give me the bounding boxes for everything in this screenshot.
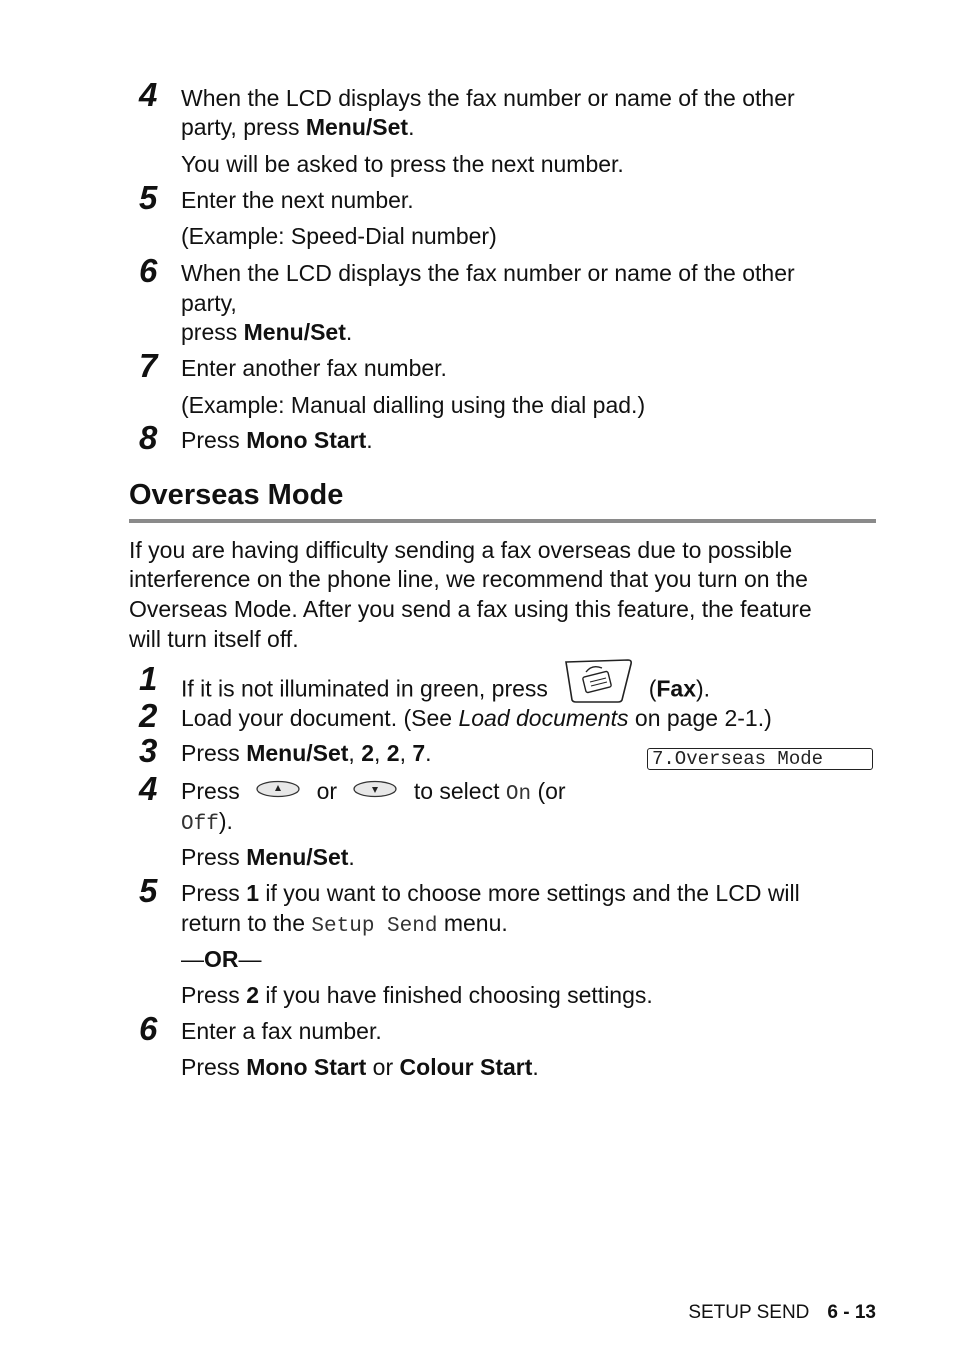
step-text: Press Menu/Set, 2, 2, 7. [181, 740, 432, 766]
step-text: Enter the next number. [181, 187, 414, 213]
step-text: return to the Setup Send menu. [181, 910, 508, 938]
intro-line: will turn itself off. [129, 626, 299, 652]
step-text: party, press Menu/Set. [181, 114, 415, 140]
step-text: Load your document. (See Load documents on page 2-1.) [181, 705, 772, 731]
step-text: party, [181, 290, 237, 316]
step-number: 3 [139, 732, 158, 769]
intro-line: Overseas Mode. After you send a fax using this feature, the feature [129, 596, 812, 622]
step-text: Press Menu/Set. [181, 844, 355, 870]
page-footer [688, 1303, 876, 1322]
step-number: 4 [139, 770, 158, 807]
step-number: 2 [139, 697, 158, 734]
up-arrow-key-icon [256, 779, 300, 802]
intro-line: If you are having difficulty sending a fax overseas due to possible [129, 537, 793, 563]
step-text: Press 2 if you have finished choosing settings. [181, 982, 653, 1008]
step-number: 7 [139, 347, 158, 384]
step-number: 4 [139, 76, 158, 113]
down-arrow-key-icon [353, 779, 397, 802]
step-text: Press Mono Start or Colour Start. [181, 1054, 539, 1080]
step-text: Enter another fax number. [181, 355, 447, 381]
step-number: 5 [139, 872, 158, 909]
step-number: 1 [139, 660, 158, 697]
step-text: Enter a fax number. [181, 1018, 382, 1044]
or-separator: —OR— [181, 946, 262, 972]
section-divider [129, 519, 876, 523]
step-text: When the LCD displays the fax number or name of the other [181, 260, 795, 286]
step-number: 6 [139, 252, 158, 289]
section-title: Overseas Mode [129, 479, 344, 511]
intro-line: interference on the phone line, we recommend that you turn on the [129, 566, 808, 592]
step-number: 5 [139, 179, 158, 216]
step-number: 6 [139, 1010, 158, 1047]
step-text: press Menu/Set. [181, 319, 353, 345]
step-number: 8 [139, 419, 158, 456]
step-text: Press or to select On (or [181, 778, 566, 806]
step-text: Press 1 if you want to choose more settings and the LCD will [181, 880, 800, 906]
lcd-display: 7.Overseas Mode [647, 748, 873, 770]
step-note: (Example: Manual dialling using the dial pad.) [181, 392, 646, 418]
step-text: Off). [181, 808, 233, 836]
step-text: When the LCD displays the fax number or name of the other [181, 85, 795, 111]
step-note: (Example: Speed-Dial number) [181, 223, 497, 249]
step-text: Press Mono Start. [181, 427, 373, 453]
page-number: 6 - 13 [827, 1302, 876, 1323]
footer-section: SETUP SEND [688, 1302, 810, 1323]
step-note: You will be asked to press the next number. [181, 151, 624, 177]
step-text: If it is not illuminated in green, press (Fax). [181, 660, 710, 721]
